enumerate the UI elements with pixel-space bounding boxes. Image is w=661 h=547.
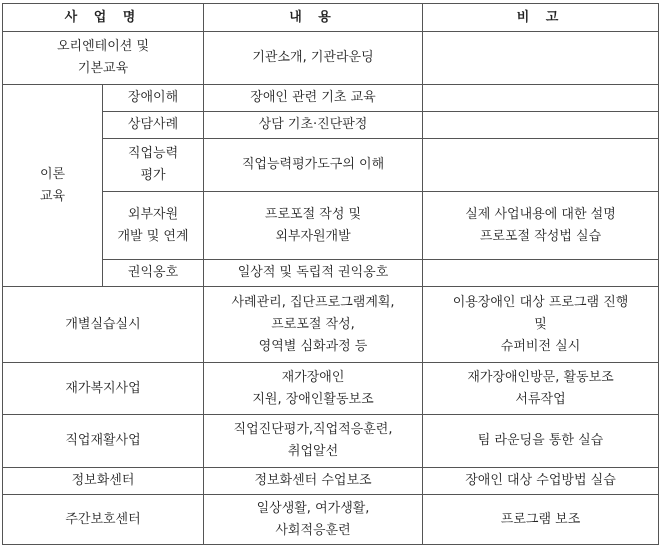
cell-text-line: 이용장애인 대상 프로그램 진행 [452,294,629,310]
cell-text-line: 직업능력평가도구의 이해 [241,157,385,172]
remarks-cell [423,260,659,287]
content-cell [204,85,423,112]
program-cell [3,363,204,415]
subcategory-cell [103,112,204,139]
program-cell [3,468,204,495]
cell-text-line: 평가 [140,168,166,183]
program-table [2,3,659,545]
cell-text-line: 이론 [39,166,66,182]
table-row [3,495,659,545]
cell-text-line: 취업알선 [287,444,339,459]
cell-text-line: 프로그램 보조 [500,511,581,527]
cell-text-line: 일상생활, 여가생활, [256,500,370,516]
cell-text-line: 개별실습실시 [65,316,141,332]
cell-text-line: 사회적응훈련 [275,522,351,538]
cell-text-line: 주간보호센터 [65,511,141,527]
cell-text-line: 지원, 장애인활동보조 [252,391,374,407]
cell-text-line: 프로포절 작성, [271,316,355,332]
remarks-cell [423,468,659,495]
header-content: 내 용 [204,4,423,32]
header-program: 사 업 명 [3,4,204,32]
cell-text-line: 외부자원 [127,206,179,222]
cell-text-line: 실제 사업내용에 대한 설명 [465,206,616,222]
cell-text-line: 개발 및 연계 [117,228,189,244]
table-row [3,85,659,112]
cell-text-line: 기본교육 [77,61,129,76]
cell-text-line: 기관소개, 기관라운딩 [252,50,374,65]
cell-text-line: 영역별 심화과정 등 [258,338,368,354]
cell-text-line: 장애인 대상 수업방법 실습 [465,473,616,488]
remarks-cell [423,363,659,415]
cell-text-line: 프로포절 작성법 실습 [479,228,602,244]
cell-text-line: 장애이해 [127,90,179,105]
content-cell [204,32,423,85]
cell-text-line: 직업능력 [127,146,179,161]
program-cell [3,32,204,85]
content-cell [204,415,423,468]
content-cell [204,287,423,363]
remarks-cell [423,495,659,545]
cell-text-line: 일상적 및 독립적 권익옹호 [237,265,389,280]
remarks-cell [423,85,659,112]
table-row [3,32,659,85]
cell-text-line: 외부자원개발 [275,228,351,244]
cell-text-line: 장애인 관련 기초 교육 [250,90,376,105]
program-cell [3,415,204,468]
program-cell [3,495,204,545]
table-row [3,363,659,415]
cell-text-line: 재가장애인 [281,369,345,385]
subcategory-cell [103,85,204,112]
subcategory-cell [103,139,204,192]
cell-text-line: 정보화센터 수업보조 [254,473,372,488]
remarks-cell [423,32,659,85]
cell-text-line: 프로포절 작성 및 [264,206,362,222]
subcategory-cell [103,192,204,260]
content-cell [204,192,423,260]
cell-text-line: 오리엔테이션 및 [56,39,150,54]
cell-text-line: 상담 기초·진단판정 [258,117,368,132]
cell-text-line: 권익옹호 [127,265,179,280]
cell-text-line: 팀 라운딩을 통한 실습 [477,433,604,448]
remarks-cell [423,415,659,468]
cell-text-line: 직업재활사업 [65,433,141,448]
cell-text-line: 교육 [39,188,66,204]
cell-text-line: 및 [534,316,547,332]
cell-text-line: 직업진단평가,직업적응훈련, [233,422,393,437]
cell-text-line: 슈퍼비전 실시 [500,338,581,354]
content-cell [204,495,423,545]
cell-text-line: 사례관리, 집단프로그램계획, [231,294,395,310]
table-row [3,415,659,468]
remarks-cell [423,139,659,192]
header-row [3,4,659,32]
subcategory-cell [103,260,204,287]
content-cell [204,363,423,415]
content-cell [204,468,423,495]
cell-text-line: 상담사례 [127,117,179,132]
content-cell [204,139,423,192]
cell-text-line: 재가복지사업 [65,380,141,396]
cell-text-line: 서류작업 [515,391,566,407]
remarks-cell [423,192,659,260]
remarks-cell [423,112,659,139]
content-cell [204,112,423,139]
header-remarks: 비 고 [423,4,659,32]
theory-group-cell [3,85,103,287]
cell-text-line: 정보화센터 [71,473,135,488]
table-row [3,468,659,495]
cell-text-line: 재가장애인방문, 활동보조 [467,369,614,385]
content-cell [204,260,423,287]
table-row [3,287,659,363]
program-cell [3,287,204,363]
remarks-cell [423,287,659,363]
